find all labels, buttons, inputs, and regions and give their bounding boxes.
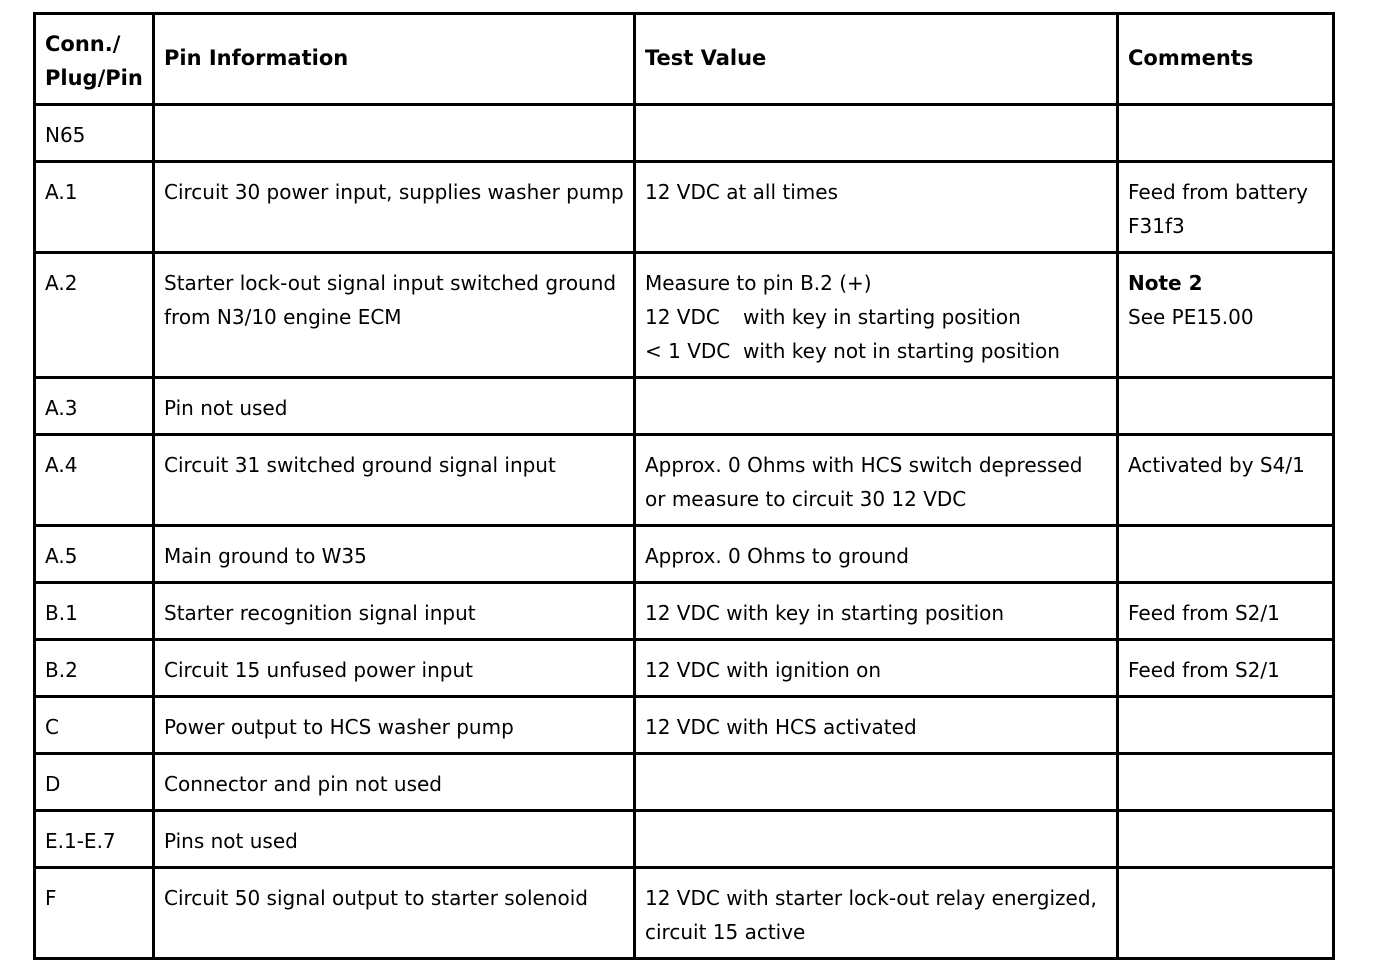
pin-information-line: Connector and pin not used [164, 772, 442, 796]
pin-label: E.1-E.7 [45, 829, 116, 853]
test-value-voltage: 12 VDC [645, 305, 720, 329]
comments-cell [1118, 583, 1334, 640]
pin-information-line: Starter lock-out signal input switched ground [164, 271, 617, 295]
comments-note-label: Note 2 [1128, 271, 1203, 295]
header-conn-line2: Plug/Pin [45, 66, 143, 90]
pin-label: A.2 [45, 271, 78, 295]
test-value-cell [635, 162, 1118, 253]
pin-label: F [45, 886, 57, 910]
table-row [35, 435, 1334, 526]
header-conn-plug-pin [35, 14, 154, 105]
table-row [35, 640, 1334, 697]
pin-information-cell [154, 162, 635, 253]
comments-line: Activated by S4/1 [1128, 453, 1305, 477]
pin-information-cell [154, 640, 635, 697]
pin-information-cell [154, 868, 635, 959]
comments-line: Feed from battery [1128, 180, 1308, 204]
header-pin-information [154, 14, 635, 105]
comments-line: F31f3 [1128, 214, 1185, 238]
pin-information-cell [154, 105, 635, 162]
pin-information-cell [154, 526, 635, 583]
table-row [35, 162, 1334, 253]
test-value-cell [635, 253, 1118, 378]
test-value-line: 12 VDC with key in starting position [645, 601, 1005, 625]
pin-label: A.4 [45, 453, 78, 477]
test-value-line: circuit 15 active [645, 920, 806, 944]
pin-information-line: Circuit 31 switched ground signal input [164, 453, 556, 477]
test-value-intro: Measure to pin B.2 (+) [645, 271, 872, 295]
pin-label: A.1 [45, 180, 78, 204]
pin-cell [35, 162, 154, 253]
pin-label: B.1 [45, 601, 78, 625]
pin-information-line: Circuit 50 signal output to starter solenoid [164, 886, 588, 910]
test-value-line: Approx. 0 Ohms with HCS switch depressed [645, 453, 1083, 477]
pin-cell [35, 105, 154, 162]
table-row [35, 378, 1334, 435]
test-value-line: 12 VDC with ignition on [645, 658, 882, 682]
pin-information-line: Pins not used [164, 829, 298, 853]
comments-cell [1118, 105, 1334, 162]
header-comments [1118, 14, 1334, 105]
test-value-pair [645, 334, 1108, 368]
pin-label: B.2 [45, 658, 78, 682]
comments-cell [1118, 754, 1334, 811]
table-row [35, 583, 1334, 640]
table-body [35, 105, 1334, 959]
test-value-line: Approx. 0 Ohms to ground [645, 544, 909, 568]
table-header-row [35, 14, 1334, 105]
comments-cell [1118, 526, 1334, 583]
comments-cell [1118, 378, 1334, 435]
test-value-line: 12 VDC at all times [645, 180, 838, 204]
test-value-condition: with key in starting position [743, 305, 1021, 329]
table-row [35, 811, 1334, 868]
comments-cell [1118, 868, 1334, 959]
comments-cell [1118, 640, 1334, 697]
comments-cell [1118, 253, 1334, 378]
pin-cell [35, 640, 154, 697]
comments-line: Feed from S2/1 [1128, 601, 1280, 625]
pin-cell [35, 253, 154, 378]
pin-information-cell [154, 378, 635, 435]
test-value-line: or measure to circuit 30 12 VDC [645, 487, 967, 511]
header-test-value-label: Test Value [645, 46, 767, 70]
header-test-value [635, 14, 1118, 105]
pin-cell [35, 697, 154, 754]
pin-information-cell [154, 697, 635, 754]
table-row [35, 868, 1334, 959]
test-value-cell [635, 754, 1118, 811]
comments-cell [1118, 697, 1334, 754]
table-row [35, 697, 1334, 754]
pin-information-line: Circuit 15 unfused power input [164, 658, 474, 682]
pin-information-cell [154, 435, 635, 526]
comments-line: Feed from S2/1 [1128, 658, 1280, 682]
pin-information-cell [154, 754, 635, 811]
pin-information-line: Power output to HCS washer pump [164, 715, 514, 739]
pin-cell [35, 583, 154, 640]
test-value-cell [635, 697, 1118, 754]
pin-label: N65 [45, 123, 86, 147]
comments-cell [1118, 811, 1334, 868]
header-comments-label: Comments [1128, 46, 1254, 70]
pin-assignment-table [33, 12, 1335, 960]
table-row [35, 105, 1334, 162]
test-value-cell [635, 435, 1118, 526]
test-value-pair [645, 300, 1108, 334]
test-value-line: 12 VDC with starter lock-out relay energized, [645, 886, 1097, 910]
header-conn-line1: Conn./ [45, 32, 121, 56]
pin-information-line: Circuit 30 power input, supplies washer pump [164, 180, 624, 204]
table-row [35, 253, 1334, 378]
pin-label: C [45, 715, 59, 739]
pin-label: A.3 [45, 396, 78, 420]
pin-label: A.5 [45, 544, 78, 568]
comments-cell [1118, 435, 1334, 526]
pin-information-line: Pin not used [164, 396, 288, 420]
pin-information-line: from N3/10 engine ECM [164, 305, 402, 329]
comments-line: See PE15.00 [1128, 305, 1254, 329]
test-value-cell [635, 105, 1118, 162]
pin-information-cell [154, 253, 635, 378]
test-value-condition: with key not in starting position [743, 339, 1060, 363]
pin-cell [35, 526, 154, 583]
pin-information-cell [154, 811, 635, 868]
pin-cell [35, 435, 154, 526]
header-pin-information-label: Pin Information [164, 46, 349, 70]
pin-cell [35, 811, 154, 868]
pin-information-line: Starter recognition signal input [164, 601, 476, 625]
pin-cell [35, 868, 154, 959]
table-row [35, 526, 1334, 583]
test-value-cell [635, 868, 1118, 959]
pin-information-cell [154, 583, 635, 640]
table-row [35, 754, 1334, 811]
pin-information-line: Main ground to W35 [164, 544, 367, 568]
pin-cell [35, 754, 154, 811]
comments-cell [1118, 162, 1334, 253]
test-value-line: 12 VDC with HCS activated [645, 715, 917, 739]
test-value-cell [635, 811, 1118, 868]
pin-cell [35, 378, 154, 435]
pin-label: D [45, 772, 61, 796]
test-value-cell [635, 583, 1118, 640]
test-value-cell [635, 378, 1118, 435]
test-value-voltage: < 1 VDC [645, 339, 731, 363]
test-value-cell [635, 640, 1118, 697]
test-value-cell [635, 526, 1118, 583]
